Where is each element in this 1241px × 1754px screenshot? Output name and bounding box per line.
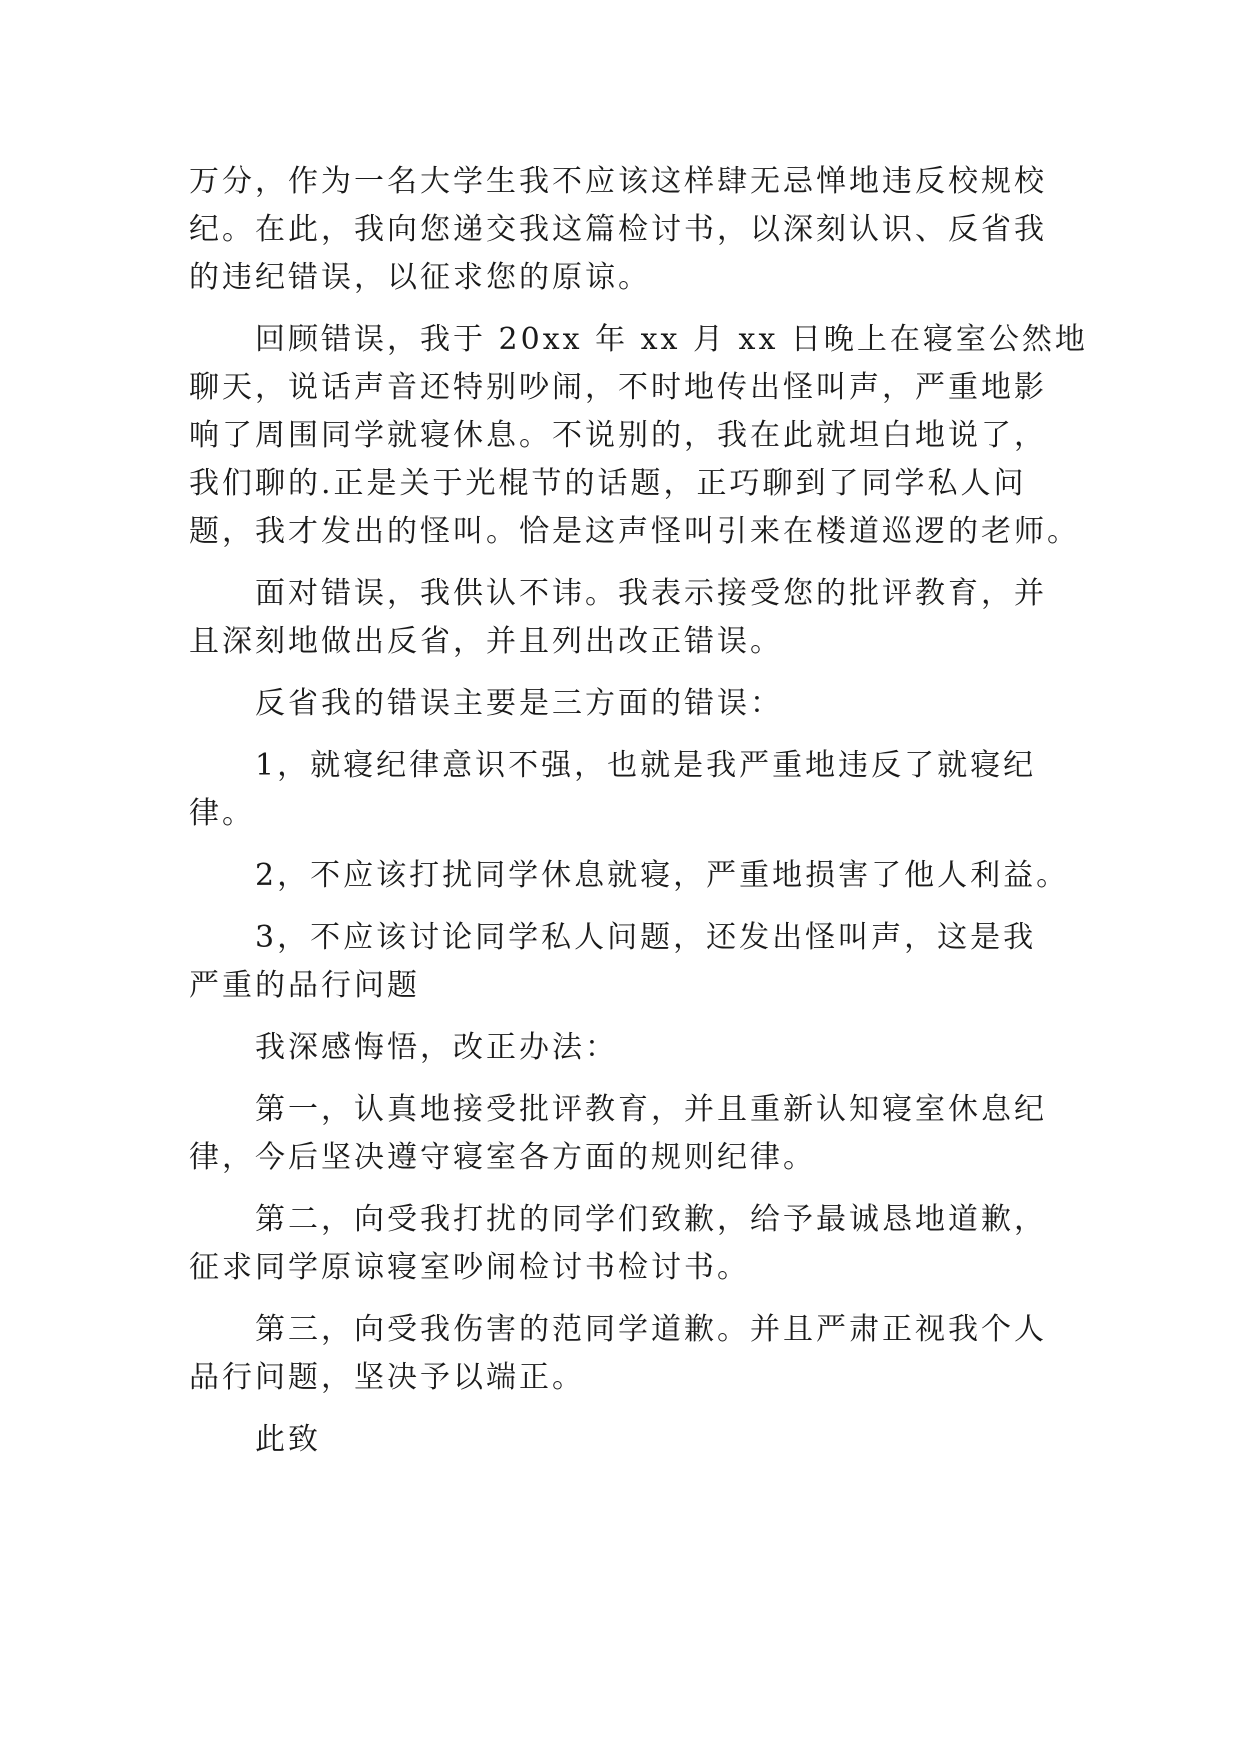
text-line: 征求同学原谅寝室吵闹检讨书检讨书。 <box>189 1250 750 1285</box>
text-line: 第三，向受我伤害的范同学道歉。并且严肃正视我个人 <box>255 1312 1047 1347</box>
text-line: 聊天，说话声音还特别吵闹，不时地传出怪叫声，严重地影 <box>189 370 1047 405</box>
text-line: 律，今后坚决遵守寝室各方面的规则纪律。 <box>189 1140 816 1175</box>
text-line: 面对错误，我供认不讳。我表示接受您的批评教育，并 <box>255 576 1047 611</box>
text-line: 此致 <box>255 1422 321 1457</box>
text-line: 我深感悔悟，改正办法： <box>255 1030 618 1065</box>
text-line: 3，不应该讨论同学私人问题，还发出怪叫声，这是我 <box>255 920 1037 955</box>
text-line: 第一，认真地接受批评教育，并且重新认知寝室休息纪 <box>255 1092 1047 1127</box>
text-line: 严重的品行问题 <box>189 968 420 1003</box>
text-line: 万分，作为一名大学生我不应该这样肆无忌惮地违反校规校 <box>189 164 1047 199</box>
text-line: 反省我的错误主要是三方面的错误： <box>255 686 783 721</box>
text-line: 响了周围同学就寝休息。不说别的，我在此就坦白地说了， <box>189 418 1047 453</box>
text-line: 且深刻地做出反省，并且列出改正错误。 <box>189 624 783 659</box>
text-line: 纪。在此，我向您递交我这篇检讨书，以深刻认识、反省我 <box>189 212 1047 247</box>
text-line: 的违纪错误，以征求您的原谅。 <box>189 260 651 295</box>
text-line: 1，就寝纪律意识不强，也就是我严重地违反了就寝纪 <box>255 748 1037 783</box>
text-line: 回顾错误，我于 20xx 年 xx 月 xx 日晚上在寝室公然地 <box>255 322 1088 357</box>
document-body <box>189 158 1088 1464</box>
text-line: 律。 <box>189 796 255 831</box>
text-line: 我们聊的.正是关于光棍节的话题，正巧聊到了同学私人问 <box>189 466 1027 501</box>
text-line: 品行问题，坚决予以端正。 <box>189 1360 585 1395</box>
text-line: 2，不应该打扰同学休息就寝，严重地损害了他人利益。 <box>255 858 1070 893</box>
text-line: 题，我才发出的怪叫。恰是这声怪叫引来在楼道巡逻的老师。 <box>189 514 1080 549</box>
text-line: 第二，向受我打扰的同学们致歉，给予最诚恳地道歉， <box>255 1202 1047 1237</box>
